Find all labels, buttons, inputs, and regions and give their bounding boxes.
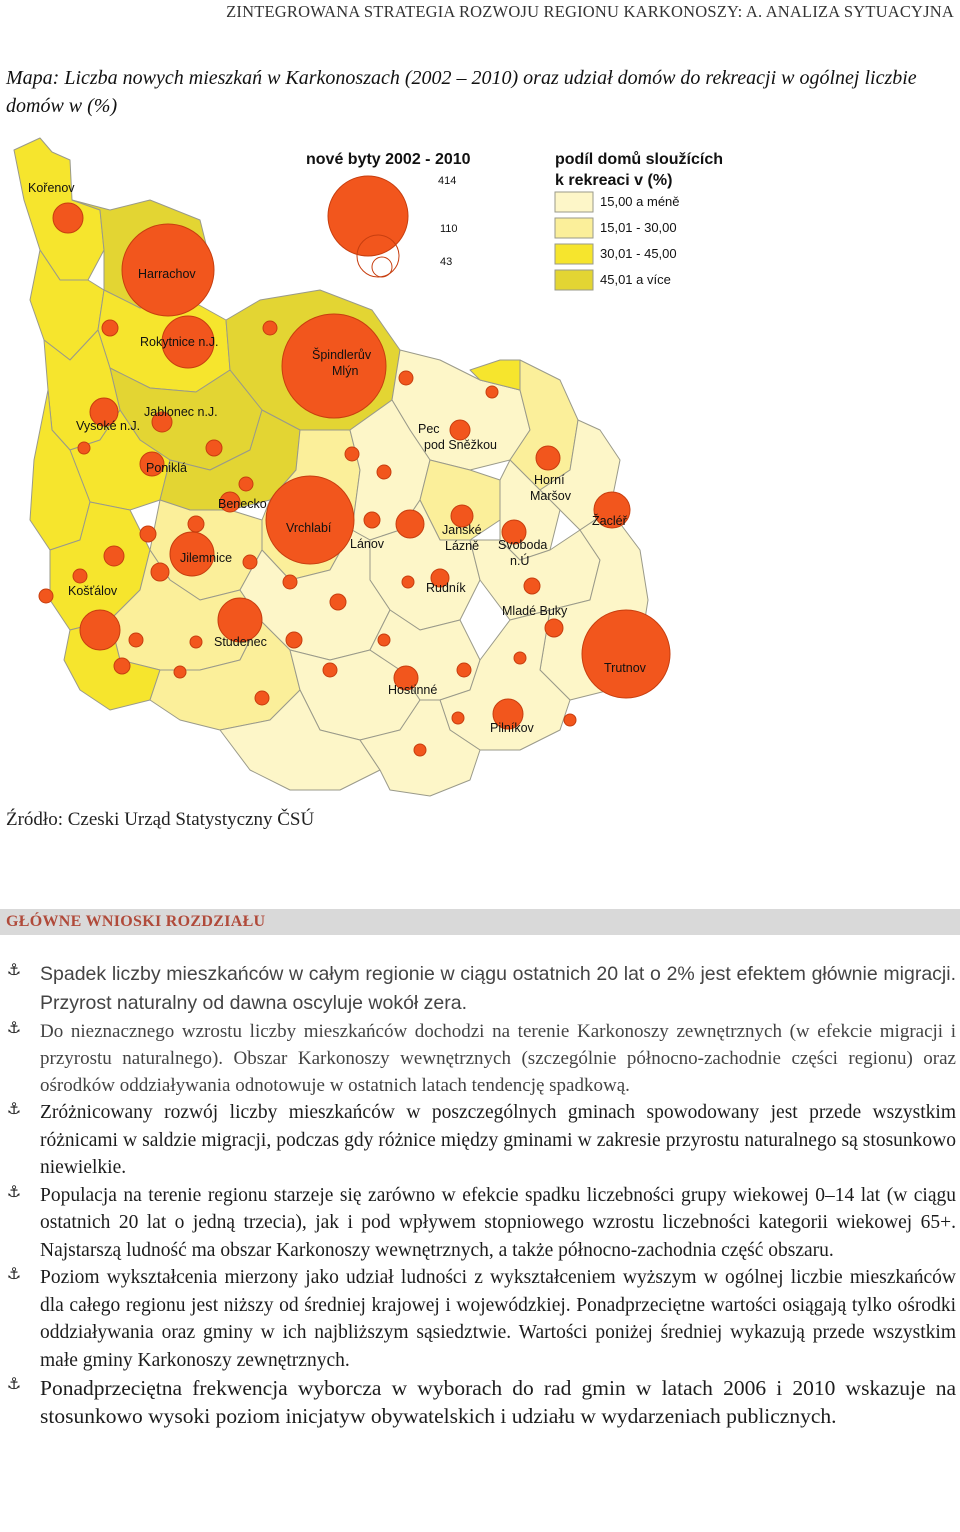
bubble-trutnov bbox=[582, 610, 670, 698]
bubble-small-31 bbox=[452, 712, 464, 724]
label-jablonec: Jablonec n.J. bbox=[144, 405, 218, 419]
bubble-korenov bbox=[53, 203, 83, 233]
bullet-icon: ⚓ bbox=[6, 1264, 22, 1283]
bubble-small-28 bbox=[323, 663, 337, 677]
bubble-small-13 bbox=[151, 563, 169, 581]
bubble-small-9 bbox=[188, 516, 204, 532]
finding-text: Spadek liczby mieszkańców w całym regionie w ciągu ostatnich 20 lat o 2% jest efektem głównie migracji. Przyrost naturalny od dawna oscyluje wokół zera. bbox=[40, 963, 956, 1014]
legend-swatch-4 bbox=[555, 270, 593, 290]
finding-text: Ponadprzeciętna frekwencja wyborcza w wyborach do rad gmin w latach 2006 i 2010 wskazuje na stosunkowo wysoki poziom inicjatyw obywatelskich i udziału w wydarzeniach publicznych. bbox=[40, 1376, 956, 1428]
finding-item bbox=[0, 1264, 960, 1374]
finding-item bbox=[0, 1182, 960, 1265]
legend-value-110: 110 bbox=[440, 223, 458, 235]
bubble-small-12 bbox=[104, 546, 124, 566]
bullet-icon: ⚓ bbox=[6, 1099, 22, 1118]
label-horni-2: Maršov bbox=[530, 489, 571, 503]
bubble-small-2 bbox=[263, 321, 277, 335]
label-pec-1: Pec bbox=[418, 422, 440, 436]
map bbox=[0, 130, 760, 810]
legend-swatch-2 bbox=[555, 218, 593, 238]
bubble-small-5 bbox=[239, 477, 253, 491]
label-pec-2: pod Sněžkou bbox=[424, 438, 497, 452]
bubble-small-19 bbox=[402, 576, 414, 588]
finding-item bbox=[0, 1099, 960, 1182]
section-header-title: GŁÓWNE WNIOSKI ROZDZIAŁU bbox=[6, 913, 266, 930]
bubble-horni-marsov bbox=[536, 446, 560, 470]
label-jilemnice: Jilemnice bbox=[180, 551, 233, 565]
bubble-small-32 bbox=[414, 744, 426, 756]
finding-item bbox=[0, 1018, 960, 1099]
bubble-small-25 bbox=[545, 619, 563, 637]
map-source: Źródło: Czeski Urząd Statystyczny ČSÚ bbox=[6, 809, 315, 830]
legend-cat-2: 15,01 - 30,00 bbox=[600, 220, 677, 235]
legend-cat-1: 15,00 a méně bbox=[600, 194, 680, 209]
label-zacler: Žacléř bbox=[592, 514, 627, 528]
bullet-icon: ⚓ bbox=[6, 960, 22, 979]
label-janske-2: Lázně bbox=[445, 539, 480, 553]
label-vrchlabi: Vrchlabí bbox=[286, 521, 332, 535]
findings-list bbox=[0, 960, 960, 1430]
label-harrachov: Harrachov bbox=[138, 267, 196, 281]
finding-text: Zróżnicowany rozwój liczby mieszkańców w poszczególnych gminach spowodowany jest przede wszystkim różnicami w saldzie migracji, podczas gdy różnice między gminami w zakresie przyrostu naturalnego są stosunkowo niewielkie. bbox=[40, 1102, 956, 1178]
bubble-small-15 bbox=[39, 589, 53, 603]
label-janske-1: Janské bbox=[442, 523, 482, 537]
label-svoboda-1: Svoboda bbox=[498, 538, 548, 552]
label-pilnikov: Pilníkov bbox=[490, 721, 534, 735]
bubble-small-11 bbox=[140, 526, 156, 542]
bubble-small-24 bbox=[378, 634, 390, 646]
label-rudnik: Rudník bbox=[426, 581, 466, 595]
bubble-small-1 bbox=[102, 320, 118, 336]
bubble-pec-2 bbox=[450, 420, 470, 440]
bubble-small-21 bbox=[190, 636, 202, 648]
finding-text: Do nieznacznego wzrostu liczby mieszkańców dochodzi na terenie Karkonoszy zewnętrznych (w efekcie migracji i przyrostu naturalnego). Obszar Karkonoszy wewnętrznych (szczególnie północno-zachodnie części regionu) oraz ośrodków oddziaływania odnotowuje w ostatnich latach tendencję spadkową. bbox=[40, 1021, 956, 1096]
label-hostinne: Hostinné bbox=[388, 683, 438, 697]
finding-text: Poziom wykształcenia mierzony jako udział ludności z wykształceniem wyższym w ogólnej liczbie mieszkańców dla całego regionu jest niższy od średniej krajowej i wojewódzkiej. Ponadprzeciętne wartości osiągają tylko ośrodki oddziaływania oraz gminy w ich najbliższym sąsiedztwie. Wartości poniżej średniej wykazują przede wszystkim małe gminy Karkonoszy zewnętrznych. bbox=[40, 1267, 956, 1371]
bubble-mlade-buky bbox=[524, 578, 540, 594]
label-trutnov: Trutnov bbox=[604, 661, 646, 675]
section-header bbox=[0, 909, 960, 935]
bullet-icon: ⚓ bbox=[6, 1374, 22, 1393]
label-horni-1: Horní bbox=[534, 473, 565, 487]
bubble-small-33 bbox=[564, 714, 576, 726]
bubble-small-8 bbox=[486, 386, 498, 398]
bubble-small-20 bbox=[330, 594, 346, 610]
bubble-small-3 bbox=[78, 442, 90, 454]
legend-value-43: 43 bbox=[440, 256, 453, 268]
bubble-small-27 bbox=[457, 663, 471, 677]
bubble-small-17 bbox=[243, 555, 257, 569]
legend-shares-title-1: podíl domů sloužících bbox=[555, 151, 723, 168]
finding-text: Populacja na terenie regionu starzeje się zarówno w efekcie spadku liczebności grupy wiekowej 0–14 lat (w ciągu ostatnich 20 lat o jedną trzecia), jak i pod wpływem stopniowego wzrostu liczebności kategorii wiekowej 65+. Najstarszą ludność ma obszar Karkonoszy wewnętrznych, a także północno-zachodnia część obszaru. bbox=[40, 1184, 956, 1261]
label-rokytnice: Rokytnice n.J. bbox=[140, 335, 219, 349]
label-benecko: Benecko bbox=[218, 497, 267, 511]
label-mlade-buky: Mladé Buky bbox=[502, 604, 568, 618]
bubble-small-7 bbox=[377, 465, 391, 479]
label-svoboda-2: n.Ú bbox=[510, 554, 530, 568]
bubble-small-6 bbox=[345, 447, 359, 461]
bubble-lanov bbox=[364, 512, 380, 528]
bubble-small-29 bbox=[255, 691, 269, 705]
bullet-icon: ⚓ bbox=[6, 1018, 22, 1037]
bubble-small-18 bbox=[283, 575, 297, 589]
label-spindleruv-1: Špindlerův bbox=[312, 348, 372, 362]
bubble-small-30 bbox=[174, 666, 186, 678]
legend-swatch-1 bbox=[555, 192, 593, 212]
bubble-small-4 bbox=[206, 440, 222, 456]
bubble-small-23 bbox=[286, 632, 302, 648]
finding-item bbox=[0, 960, 960, 1018]
label-korenov: Kořenov bbox=[28, 181, 75, 195]
legend-shares-title-2: k rekreaci v (%) bbox=[555, 172, 673, 189]
finding-item bbox=[0, 1374, 960, 1430]
label-spindleruv-2: Mlýn bbox=[332, 364, 359, 378]
label-lanov: Lánov bbox=[350, 537, 385, 551]
label-vysoke: Vysoké n.J. bbox=[76, 419, 141, 433]
map-title: Mapa: Liczba nowych mieszkań w Karkonoszach (2002 – 2010) oraz udział domów do rekreacji w ogólnej liczbie domów w (%) bbox=[6, 67, 917, 117]
label-studenec: Studenec bbox=[214, 635, 267, 649]
legend-bubbles-title: nové byty 2002 - 2010 bbox=[306, 151, 471, 168]
bubble-kostalov bbox=[80, 610, 120, 650]
legend-cat-3: 30,01 - 45,00 bbox=[600, 246, 677, 261]
legend-bubbles bbox=[306, 151, 471, 277]
legend-shares bbox=[555, 151, 723, 290]
legend-cat-4: 45,01 a více bbox=[600, 272, 671, 287]
legend-swatch-3 bbox=[555, 244, 593, 264]
bubble-vrchlabi bbox=[266, 476, 354, 564]
label-ponikla: Poniklá bbox=[146, 461, 187, 475]
bubble-pec bbox=[399, 371, 413, 385]
running-header: ZINTEGROWANA STRATEGIA ROZWOJU REGIONU KARKONOSZY: A. ANALIZA SYTUACYJNA bbox=[226, 2, 954, 21]
bubble-small-14 bbox=[73, 569, 87, 583]
bubble-small-10 bbox=[396, 510, 424, 538]
bullet-icon: ⚓ bbox=[6, 1181, 22, 1201]
bubble-small-16 bbox=[129, 633, 143, 647]
legend-value-414: 414 bbox=[438, 175, 457, 187]
bubble-small-26 bbox=[514, 652, 526, 664]
bubble-small-22 bbox=[114, 658, 130, 674]
label-kostalov: Košťálov bbox=[68, 584, 118, 598]
